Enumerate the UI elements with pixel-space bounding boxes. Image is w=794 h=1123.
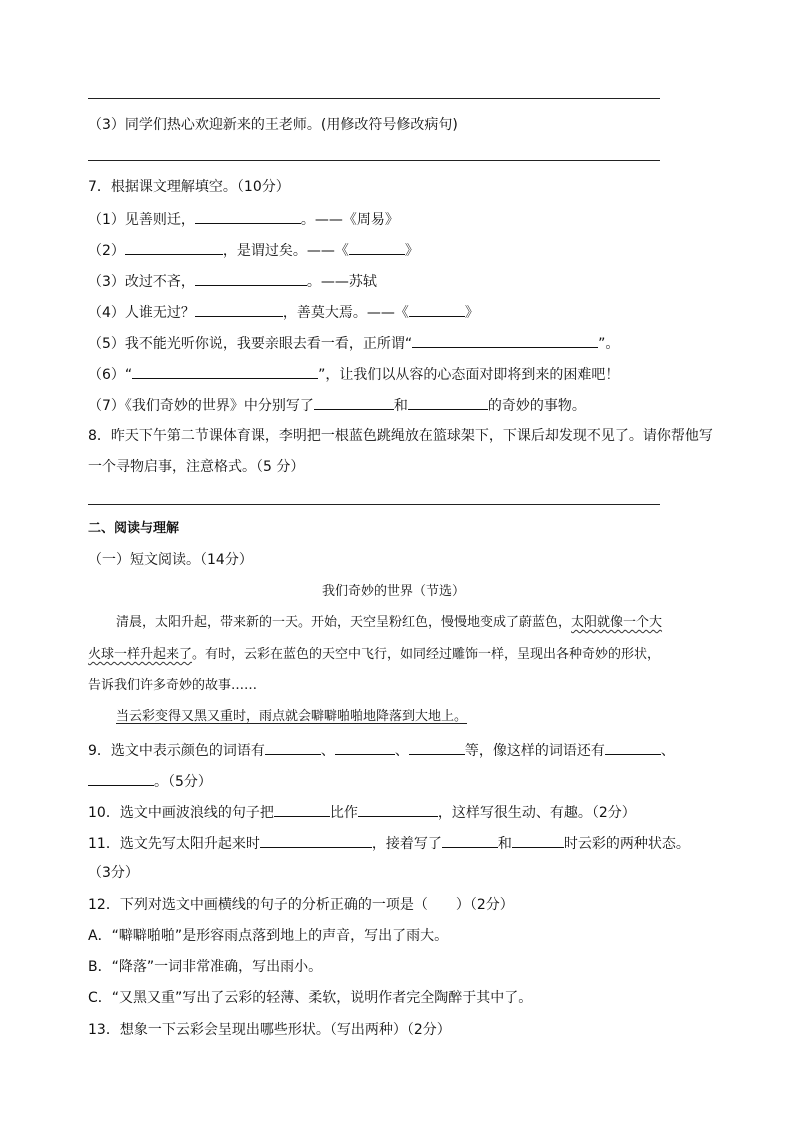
wavy-underlined-sentence: 太阳就像一个大 xyxy=(571,615,663,630)
fill-blank[interactable] xyxy=(335,740,395,755)
question-7-2 xyxy=(88,240,419,260)
passage-paragraph-2 xyxy=(116,708,467,726)
question-12-stem: 12．下列对选文中画横线的句子的分析正确的一项是（ ）（2分） xyxy=(88,897,514,913)
section-heading: 二、阅读与理解 xyxy=(88,521,180,536)
question-7-5 xyxy=(88,333,619,353)
fill-blank[interactable] xyxy=(512,833,564,848)
text: 、 xyxy=(320,743,335,759)
text: 》 xyxy=(404,243,419,259)
question-7-4 xyxy=(88,302,479,322)
text: ”，让我们以从容的心态面对即将到来的困难吧！ xyxy=(318,367,620,383)
text: （2） xyxy=(88,243,125,259)
fill-blank[interactable] xyxy=(274,802,330,817)
question-7-3 xyxy=(88,271,377,291)
text: （7）《我们奇妙的世界》中分别写了 xyxy=(88,398,314,414)
question-9 xyxy=(88,740,675,760)
question-7-1 xyxy=(88,209,399,229)
text: 时云彩的两种状态。 xyxy=(563,836,690,852)
question-7-title: 7．根据课文理解填空。（10分） xyxy=(88,179,290,195)
question-11 xyxy=(88,833,690,853)
text: （5）我不能光听你说，我要亲眼去看一看，正所谓“ xyxy=(88,336,413,352)
question-9-cont xyxy=(88,771,212,791)
fill-blank[interactable] xyxy=(408,395,488,410)
text: 、 xyxy=(394,743,409,759)
fill-blank[interactable] xyxy=(260,833,372,848)
question-13: 13．想象一下云彩会呈现出哪些形状。（写出两种）（2分） xyxy=(88,1022,451,1038)
text: （4）人谁无过？ xyxy=(88,305,195,321)
question-8-line1: 8．昨天下午第二节课体育课，李明把一根蓝色跳绳放在篮球架下，下课后却发现不见了。请你帮他写 xyxy=(88,428,713,444)
text: ，接着写了 xyxy=(371,836,442,852)
text: ，是谓过矣。——《 xyxy=(222,243,349,259)
text: ，善莫大焉。——《 xyxy=(282,305,409,321)
fill-blank[interactable] xyxy=(605,740,661,755)
fill-blank[interactable] xyxy=(88,771,154,786)
text: 。——《周易》 xyxy=(300,212,399,228)
fill-blank[interactable] xyxy=(442,833,498,848)
text: 等，像这样的词语还有 xyxy=(464,743,605,759)
text: ，这样写很生动、有趣。（2分） xyxy=(437,805,636,821)
text: （1）见善则迁， xyxy=(88,212,195,228)
fill-blank[interactable] xyxy=(195,271,307,286)
fill-blank[interactable] xyxy=(265,740,321,755)
fill-blank[interactable] xyxy=(409,740,465,755)
text: 比作 xyxy=(329,805,358,821)
subsection-heading: （一）短文阅读。（14分） xyxy=(88,552,253,568)
fill-blank[interactable] xyxy=(132,364,318,379)
answer-line xyxy=(88,504,660,505)
text: 和 xyxy=(393,398,408,414)
answer-line xyxy=(88,160,660,161)
question-7-6 xyxy=(88,364,619,384)
text: （3）改过不吝， xyxy=(88,274,195,290)
question-10 xyxy=(88,802,636,822)
text: 的奇妙的事物。 xyxy=(487,398,586,414)
text: 10．选文中画波浪线的句子把 xyxy=(88,805,274,821)
passage-line-3: 告诉我们许多奇妙的故事…… xyxy=(88,678,258,693)
fill-blank[interactable] xyxy=(125,240,223,255)
option-a[interactable]: A．“噼噼啪啪”是形容雨点落到地上的声音，写出了雨大。 xyxy=(88,928,449,944)
text: ”。 xyxy=(598,336,620,352)
fill-blank[interactable] xyxy=(358,802,438,817)
question-8-line2: 一个寻物启事，注意格式。（5 分） xyxy=(88,459,305,475)
wavy-underlined-sentence: 火球一样升起来了 xyxy=(88,647,193,662)
fill-blank[interactable] xyxy=(349,240,405,255)
passage-line-2 xyxy=(88,646,660,664)
fill-blank[interactable] xyxy=(195,209,301,224)
fill-blank[interactable] xyxy=(409,302,465,317)
text: 和 xyxy=(497,836,512,852)
text: 。——苏轼 xyxy=(306,274,377,290)
fill-blank[interactable] xyxy=(195,302,283,317)
answer-line xyxy=(88,98,660,99)
text: （6）“ xyxy=(88,367,133,383)
question-11-score: （3分） xyxy=(88,865,139,881)
text: 11．选文先写太阳升起来时 xyxy=(88,836,260,852)
text: 》 xyxy=(464,305,479,321)
passage-line-1 xyxy=(116,614,662,632)
option-b[interactable]: B．“降落”一词非常准确，写出雨小。 xyxy=(88,959,323,975)
text: 。有时，云彩在蓝色的天空中飞行，如同经过雕饰一样，呈现出各种奇妙的形状， xyxy=(192,647,661,662)
passage-title: 我们奇妙的世界（节选） xyxy=(322,584,466,599)
text: 。（5分） xyxy=(154,774,212,790)
straight-underlined-sentence: 当云彩变得又黑又重时，雨点就会噼噼啪啪地降落到大地上。 xyxy=(116,709,468,724)
text: 、 xyxy=(660,743,675,759)
fill-blank[interactable] xyxy=(314,395,394,410)
text: 9．选文中表示颜色的词语有 xyxy=(88,743,265,759)
question-7-7 xyxy=(88,395,586,415)
fill-blank[interactable] xyxy=(412,333,598,348)
question-6-3: （3）同学们热心欢迎新来的王老师。(用修改符号修改病句) xyxy=(88,117,458,133)
text: 清晨，太阳升起，带来新的一天。开始，天空呈粉红色，慢慢地变成了蔚蓝色， xyxy=(116,615,572,630)
option-c[interactable]: C．“又黑又重”写出了云彩的轻薄、柔软，说明作者完全陶醉于其中了。 xyxy=(88,990,533,1006)
